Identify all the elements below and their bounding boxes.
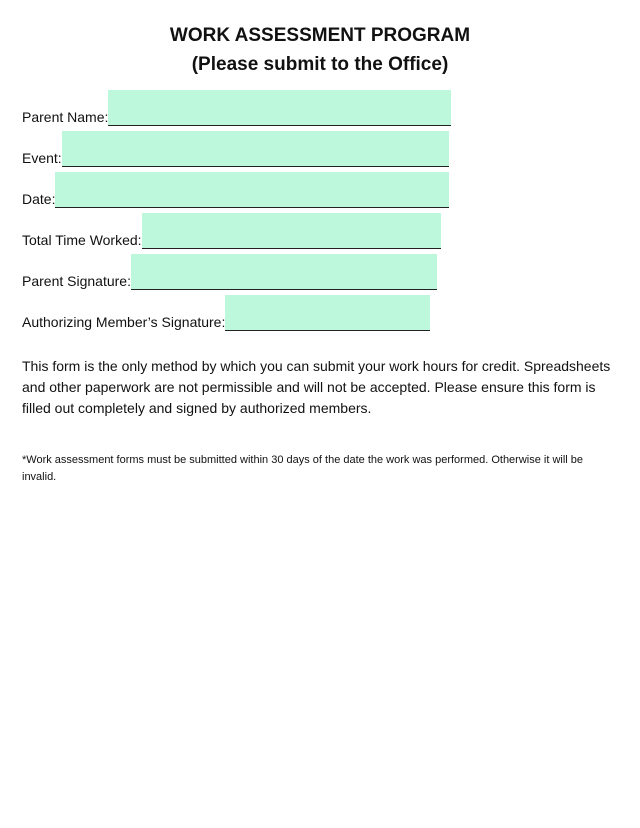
deadline-note: *Work assessment forms must be submitted within 30 days of the date the work was performed. Otherwise it will be invalid. (22, 454, 584, 483)
authorizing-member-signature-field[interactable] (225, 295, 430, 331)
event-label: Event: (22, 150, 62, 166)
page-title: WORK ASSESSMENT PROGRAM (169, 25, 471, 46)
parent-name-row (22, 90, 451, 126)
authorizing-member-signature-label: Authorizing Member’s Signature: (22, 314, 226, 330)
total-time-worked-label: Total Time Worked: (22, 232, 142, 248)
instructions-paragraph: This form is the only method by which you can submit your work hours for credit. Spreadsheets and other paperwork are not permissible and will not be accepted. Please ensure this form is filled out completely and signed by authorized members. (22, 358, 611, 416)
event-field[interactable] (62, 131, 449, 167)
authorizing-member-signature-row (22, 295, 430, 331)
parent-signature-field[interactable] (131, 254, 437, 290)
parent-signature-label: Parent Signature: (22, 273, 131, 289)
parent-name-field[interactable] (108, 90, 451, 126)
total-time-worked-row (22, 213, 441, 249)
date-row (22, 172, 449, 208)
parent-signature-row (22, 254, 437, 290)
date-field[interactable] (55, 172, 449, 208)
date-label: Date: (22, 191, 56, 207)
page-subtitle: (Please submit to the Office) (191, 54, 449, 75)
parent-name-label: Parent Name: (22, 109, 109, 125)
total-time-worked-field[interactable] (142, 213, 441, 249)
event-row (22, 131, 449, 167)
